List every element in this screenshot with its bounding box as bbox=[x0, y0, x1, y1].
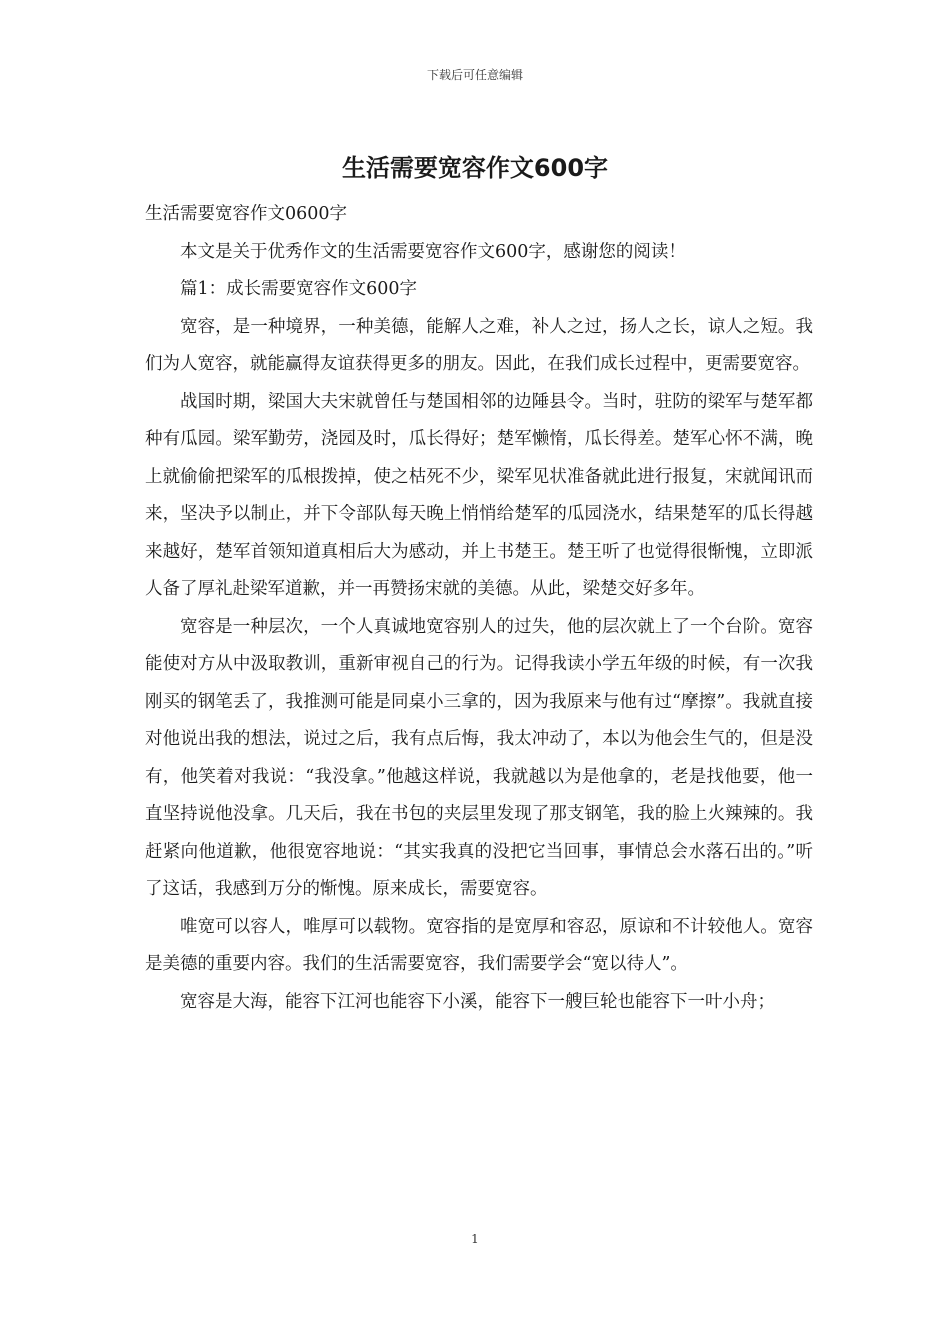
intro-paragraph: 本文是关于优秀作文的生活需要宽容作文600字，感谢您的阅读！ bbox=[180, 241, 686, 262]
subtitle-paragraph: 生活需要宽容作文0600字 bbox=[145, 204, 348, 224]
body-paragraph: 宽容，是一种境界，一种美德，能解人之难，补人之过，扬人之长，谅人之短。我们为人宽容，就能赢得友谊获得更多的朋友。因此，在我们成长过程中，更需要宽容。 bbox=[145, 316, 813, 374]
document-title: 生活需要宽容作文600字 bbox=[341, 154, 609, 182]
document-body bbox=[145, 196, 813, 1021]
body-paragraph: 唯宽可以容人，唯厚可以载物。宽容指的是宽厚和容忍，原谅和不计较他人。宽容是美德的重要内容。我们的生活需要宽容，我们需要学会“宽以待人”。 bbox=[145, 916, 813, 974]
page-number: 1 bbox=[471, 1232, 479, 1246]
header-note: 下载后可任意编辑 bbox=[426, 68, 523, 82]
body-paragraph: 战国时期，梁国大夫宋就曾任与楚国相邻的边陲县令。当时，驻防的梁军与楚军都种有瓜园。梁军勤劳，浇园及时，瓜长得好；楚军懒惰，瓜长得差。楚军心怀不满，晚上就偷偷把梁军的瓜根拨掉，使之枯死不少，梁军见状准备就此进行报复，宋就闻讯而来，坚决予以制止，并下令部队每天晚上悄悄给楚军的瓜园浇水，结果楚军的瓜长得越来越好，楚军首领知道真相后大为感动，并上书楚王。楚王听了也觉得很惭愧，立即派人备了厚礼赴梁军道歉，并一再赞扬宋就的美德。从此，梁楚交好多年。 bbox=[145, 391, 813, 599]
body-paragraph: 宽容是大海，能容下江河也能容下小溪，能容下一艘巨轮也能容下一叶小舟； bbox=[180, 991, 775, 1012]
body-paragraph: 宽容是一种层次，一个人真诚地宽容别人的过失，他的层次就上了一个台阶。宽容能使对方从中汲取教训，重新审视自己的行为。记得我读小学五年级的时候，有一次我刚买的钢笔丢了，我推测可能是同桌小三拿的，因为我原来与他有过“摩擦”。我就直接对他说出我的想法，说过之后，我有点后悔，我太冲动了，本以为他会生气的，但是没有，他笑着对我说：“我没拿。”他越这样说，我就越以为是他拿的，老是找他要，他一直坚持说他没拿。几天后，我在书包的夹层里发现了那支钢笔，我的脸上火辣辣的。我赶紧向他道歉，他很宽容地说：“其实我真的没把它当回事，事情总会水落石出的。”听了这话，我感到万分的惭愧。原来成长，需要宽容。 bbox=[145, 616, 813, 899]
section-heading: 篇1：成长需要宽容作文600字 bbox=[180, 279, 418, 299]
